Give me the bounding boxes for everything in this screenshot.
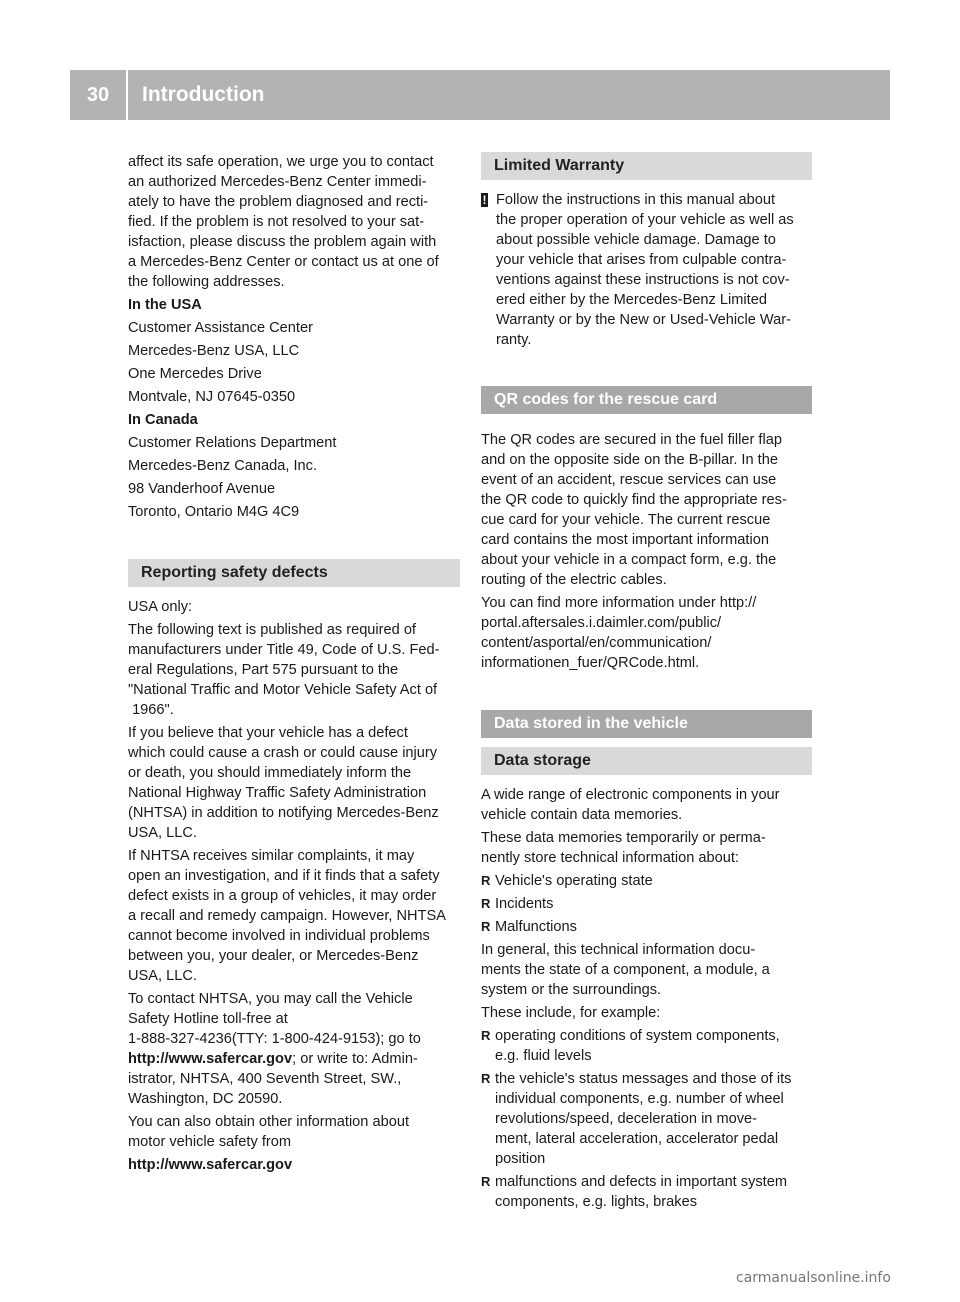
bullet-icon: R bbox=[481, 1071, 491, 1086]
canada-address-line: 98 Vanderhoof Avenue bbox=[128, 481, 276, 497]
canada-address-line: Customer Relations Department bbox=[128, 435, 337, 451]
page-header bbox=[70, 70, 890, 120]
right-column bbox=[481, 152, 812, 1212]
list-item: R Vehicle's operating state bbox=[481, 873, 653, 889]
list-item: R Incidents bbox=[481, 896, 554, 912]
bullet-icon: R bbox=[481, 1028, 491, 1043]
list-item: R Malfunctions bbox=[481, 919, 577, 935]
safercar-link-2[interactable]: http://www.safercar.gov bbox=[128, 1157, 293, 1173]
list-item: R the vehicle's status messages and those of its individual components, e.g. number of wheel revolutions/speed, deceleration in move- ment, lateral acceleration, accelerator pedal position bbox=[481, 1071, 792, 1167]
usa-heading: In the USA bbox=[128, 297, 202, 313]
reporting-safety-defects-heading: Reporting safety defects bbox=[128, 559, 460, 587]
bullet-icon: R bbox=[481, 1174, 491, 1189]
intro-paragraph: affect its safe operation, we urge you to contact an authorized Mercedes-Benz Center immedi- ately to have the problem diagnosed and recti- fied. If the problem is not resolved to your sat- isfaction, please discuss the problem again with a Mercedes-Benz Center or contact us at one of the following addresses. bbox=[128, 154, 439, 290]
data-storage-paragraph-4: These include, for example: bbox=[481, 1005, 661, 1021]
limited-warranty-heading: Limited Warranty bbox=[481, 152, 812, 180]
chapter-title: Introduction bbox=[142, 83, 265, 106]
data-storage-paragraph-3: In general, this technical information docu- ments the state of a component, a module, a system or the surroundings. bbox=[481, 942, 770, 998]
qr-codes-heading: QR codes for the rescue card bbox=[481, 386, 812, 414]
usa-only-label: USA only: bbox=[128, 599, 193, 615]
usa-address-line: Customer Assistance Center bbox=[128, 320, 313, 336]
reporting-paragraph-2: If you believe that your vehicle has a defect which could cause a crash or could cause injury or death, you should immediately inform the National Highway Traffic Safety Administration (NHTSA) in addition to notifying Mercedes-Benz USA, LLC. bbox=[128, 725, 439, 841]
data-storage-paragraph-2: These data memories temporarily or perma- nently store technical information about: bbox=[481, 830, 766, 866]
canada-address-line: Toronto, Ontario M4G 4C9 bbox=[128, 504, 300, 520]
usa-address-line: Montvale, NJ 07645-0350 bbox=[128, 389, 296, 405]
bullet-icon: R bbox=[481, 896, 491, 911]
canada-address-line: Mercedes-Benz Canada, Inc. bbox=[128, 458, 318, 474]
reporting-paragraph-1: The following text is published as required of manufacturers under Title 49, Code of U.S. Fed- eral Regulations, Part 575 pursuant to the "National Traffic and Motor Vehicle Safety Act of 1966". bbox=[128, 622, 440, 718]
bullet-icon: R bbox=[481, 873, 491, 888]
warranty-warning: ! Follow the instructions in this manual about the proper operation of your vehicle as well as about possible vehicle damage. Damage to your vehicle that arises from culpable contra- ventions against these instructions is not cov- ered either by the Mercedes-Benz Limited Warranty or by the New or Used-Vehicle War- ranty. bbox=[482, 192, 794, 348]
usa-address-line: Mercedes-Benz USA, LLC bbox=[128, 343, 300, 359]
qr-paragraph-2: You can find more information under http:// portal.aftersales.i.daimler.com/public/ content/asportal/en/communication/ informationen_fuer/QRCode.html. bbox=[481, 595, 757, 671]
safercar-link[interactable]: http://www.safercar.gov bbox=[128, 1051, 293, 1067]
canada-heading: In Canada bbox=[128, 412, 198, 428]
warning-icon: ! bbox=[482, 193, 487, 207]
data-storage-heading: Data storage bbox=[481, 747, 812, 775]
obtain-info-paragraph: You can also obtain other information about motor vehicle safety from bbox=[128, 1114, 409, 1150]
reporting-paragraph-3: If NHTSA receives similar complaints, it may open an investigation, and if it finds that a safety defect exists in a group of vehicles, it may order a recall and remedy campaign. However, NHTSA cannot become involved in individual problems between you, your dealer, or Mercedes-Benz USA, LLC. bbox=[128, 848, 446, 984]
bullet-icon: R bbox=[481, 919, 491, 934]
data-stored-heading: Data stored in the vehicle bbox=[481, 710, 812, 738]
contact-nhtsa-paragraph: To contact NHTSA, you may call the Vehicle Safety Hotline toll-free at 1-888-327-4236(TTY: 1-800-424-9153); go to http://www.safercar.gov; or write to: Admin- istrator, NHTSA, 400 Seventh Street, SW., Washington, DC 20590. bbox=[128, 991, 421, 1107]
data-storage-paragraph-1: A wide range of electronic components in your vehicle contain data memories. bbox=[481, 787, 780, 823]
list-item: R malfunctions and defects in important system components, e.g. lights, brakes bbox=[481, 1174, 788, 1210]
list-item: R operating conditions of system components, e.g. fluid levels bbox=[481, 1028, 780, 1064]
page-number: 30 bbox=[70, 70, 128, 120]
usa-address-line: One Mercedes Drive bbox=[128, 366, 262, 382]
watermark: carmanualsonline.info bbox=[736, 1270, 891, 1286]
qr-paragraph-1: The QR codes are secured in the fuel filler flap and on the opposite side on the B-pillar. In the event of an accident, rescue services can use the QR code to quickly find the appropriate res- cue card for your vehicle. The current rescue card contains the most important information about your vehicle in a compact form, e.g. the routing of the electric cables. bbox=[481, 432, 787, 588]
left-column bbox=[128, 152, 460, 1175]
